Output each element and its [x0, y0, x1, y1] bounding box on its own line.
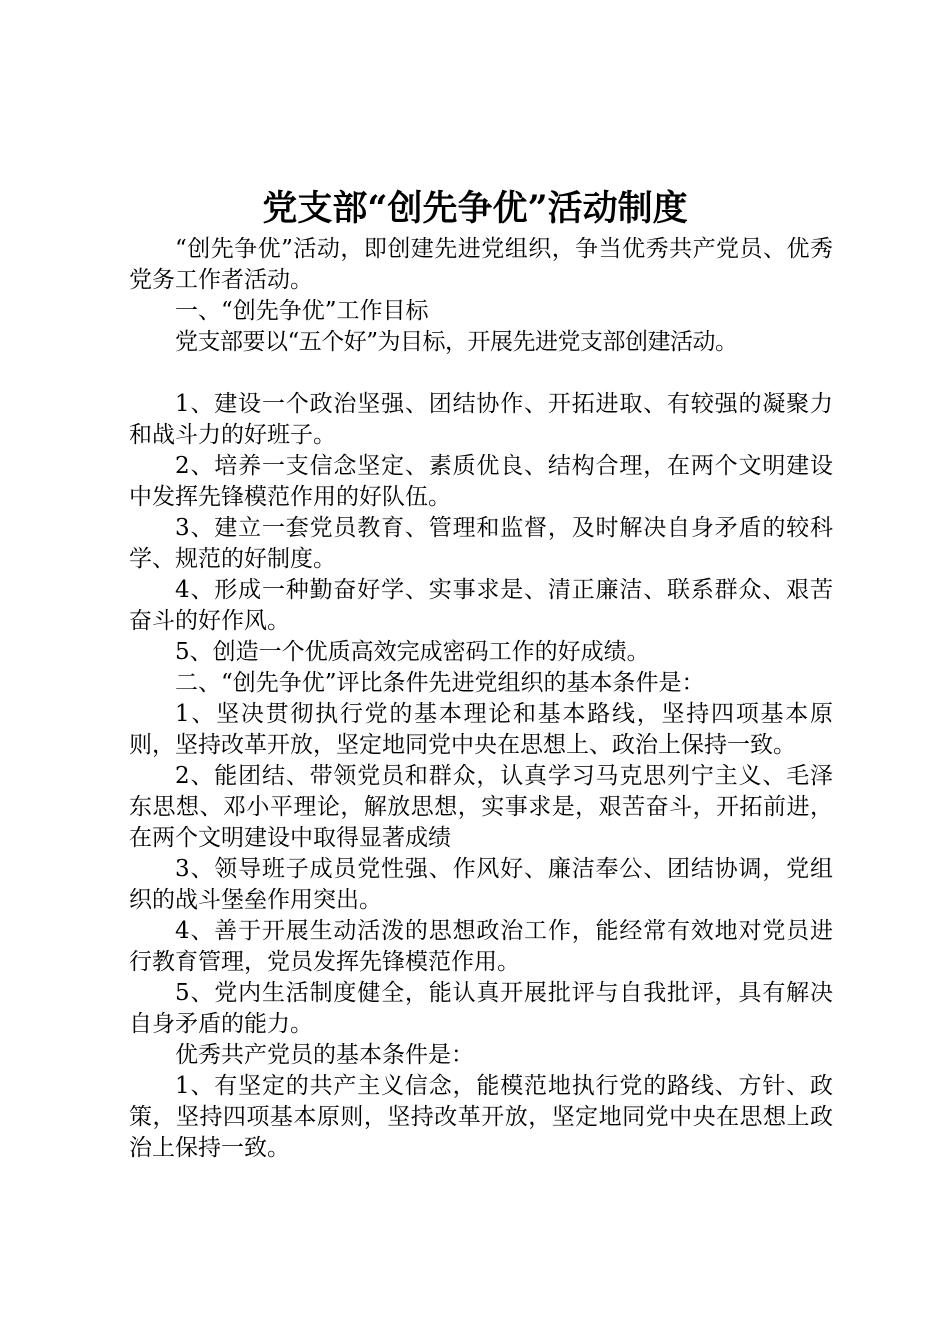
section-heading-criteria: 二、“创先争优”评比条件先进党组织的基本条件是： [175, 670, 705, 696]
document-body [129, 234, 833, 1164]
org-criteria-item-3: 3、领导班子成员党性强、作风好、廉洁奉公、团结协调，党组织的战斗堡垒作用突出。 [129, 856, 833, 913]
org-criteria-item-1: 1、坚决贯彻执行党的基本理论和基本路线，坚持四项基本原则，坚持改革开放，坚定地同党中央在思想上、政治上保持一致。 [129, 701, 833, 758]
intro-paragraph: “创先争优”活动，即创建先进党组织，争当优秀共产党员、优秀党务工作者活动。 [129, 236, 833, 293]
blank-line [129, 358, 833, 389]
org-criteria-item-4: 4、善于开展生动活泼的思想政治工作，能经常有效地对党员进行教育管理，党员发挥先锋模范作用。 [129, 918, 833, 975]
org-criteria-item-5: 5、党内生活制度健全，能认真开展批评与自我批评，具有解决自身矛盾的能力。 [129, 980, 833, 1037]
goal-item-3: 3、建立一套党员教育、管理和监督，及时解决自身矛盾的较科学、规范的好制度。 [129, 515, 833, 572]
goals-intro-paragraph: 党支部要以“五个好”为目标，开展先进党支部创建活动。 [175, 329, 738, 355]
org-criteria-item-2: 2、能团结、带领党员和群众，认真学习马克思列宁主义、毛泽东思想、邓小平理论，解放思想，实事求是，艰苦奋斗，开拓前进，在两个文明建设中取得显著成绩 [129, 763, 833, 851]
goal-item-1: 1、建设一个政治坚强、团结协作、开拓进取、有较强的凝聚力和战斗力的好班子。 [129, 391, 833, 448]
member-criteria-heading: 优秀共产党员的基本条件是： [175, 1042, 474, 1068]
member-criteria-item-1: 1、有坚定的共产主义信念，能模范地执行党的路线、方针、政策，坚持四项基本原则，坚持改革开放，坚定地同党中央在思想上政治上保持一致。 [129, 1073, 833, 1161]
goal-item-4: 4、形成一种勤奋好学、实事求是、清正廉洁、联系群众、艰苦奋斗的好作风。 [129, 577, 833, 634]
section-heading-goals: 一、“创先争优”工作目标 [175, 298, 429, 324]
goal-item-2: 2、培养一支信念坚定、素质优良、结构合理，在两个文明建设中发挥先锋模范作用的好队伍。 [129, 453, 833, 510]
document-title: 党支部“创先争优”活动制度 [262, 188, 688, 229]
goal-item-5: 5、创造一个优质高效完成密码工作的好成绩。 [175, 639, 650, 665]
